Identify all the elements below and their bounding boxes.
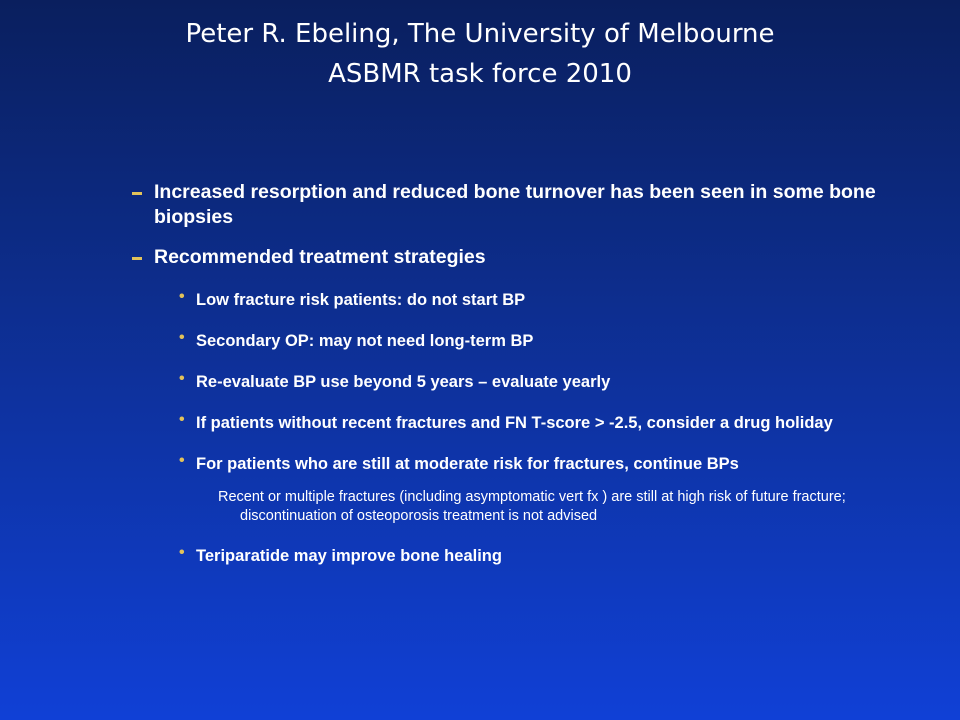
dash-bullet-icon — [132, 257, 142, 260]
bullet-item — [132, 245, 912, 270]
dot-bullet-icon: • — [179, 288, 185, 305]
bullet-text: Recommended treatment strategies — [154, 246, 486, 268]
bullet-text: Increased resorption and reduced bone turnover has been seen in some bone biopsies — [154, 181, 876, 228]
dot-bullet-icon: • — [179, 411, 185, 428]
sub-bullet-text: Secondary OP: may not need long-term BP — [196, 332, 534, 350]
sub-bullet-item — [132, 371, 912, 393]
sub-bullet-text: If patients without recent fractures and FN T-score > -2.5, consider a drug holiday — [196, 414, 833, 432]
note-text: Recent or multiple fractures (including asymptomatic vert fx ) are still at high risk of future fracture; discontinuation of osteoporosis treatment is not advised — [218, 489, 846, 524]
dash-bullet-icon — [132, 192, 142, 195]
sub-bullet-item — [132, 453, 912, 475]
slide-body — [132, 180, 912, 586]
sub-bullet-text: Low fracture risk patients: do not start BP — [196, 291, 526, 309]
dot-bullet-icon: • — [179, 329, 185, 346]
sub-bullet-item — [132, 289, 912, 311]
sub-bullet-item — [132, 412, 912, 434]
sub-bullet-text: For patients who are still at moderate risk for fractures, continue BPs — [196, 455, 739, 473]
sub-bullet-item — [132, 330, 912, 352]
sub-bullet-item — [132, 545, 912, 567]
sub-bullet-text: Teriparatide may improve bone healing — [196, 547, 502, 565]
dot-bullet-icon: • — [179, 370, 185, 387]
bullet-item — [132, 180, 912, 230]
dot-bullet-icon: • — [179, 544, 185, 561]
slide-title — [0, 14, 960, 94]
sub-bullet-text: Re-evaluate BP use beyond 5 years – evaluate yearly — [196, 373, 611, 391]
dot-bullet-icon: • — [179, 452, 185, 469]
title-line-2: ASBMR task force 2010 — [328, 59, 632, 89]
title-line-1: Peter R. Ebeling, The University of Melbourne — [185, 19, 775, 49]
